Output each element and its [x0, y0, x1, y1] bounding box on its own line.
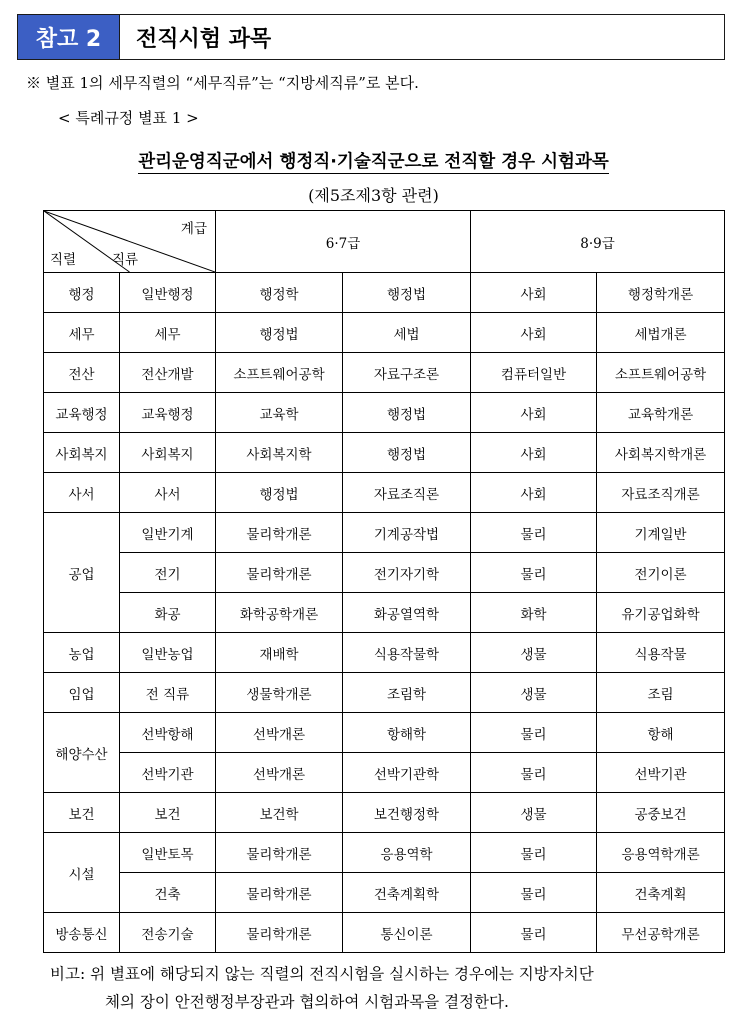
rank-cell: 행정: [44, 273, 120, 313]
subject-cell: 기계일반: [597, 513, 725, 553]
subject-cell: 사회복지학개론: [597, 433, 725, 473]
table-row: [44, 513, 725, 553]
subject-cell: 행정법: [343, 393, 471, 433]
series-cell: 보건: [120, 793, 216, 833]
table-title: [0, 148, 747, 173]
series-cell: 전 직류: [120, 673, 216, 713]
table-title-text: 관리운영직군에서 행정직·기술직군으로 전직할 경우 시험과목: [138, 152, 609, 172]
subject-cell: 생물: [471, 673, 597, 713]
subject-cell: 공중보건: [597, 793, 725, 833]
subject-cell: 항해학: [343, 713, 471, 753]
subject-cell: 사회: [471, 273, 597, 313]
subject-cell: 행정법: [216, 473, 343, 513]
subject-cell: 전기자기학: [343, 553, 471, 593]
section-header: [17, 14, 725, 60]
table-row: [44, 673, 725, 713]
subject-cell: 교육학: [216, 393, 343, 433]
subject-cell: 물리학개론: [216, 833, 343, 873]
subject-cell: 전기이론: [597, 553, 725, 593]
table-row: [44, 833, 725, 873]
subject-cell: 생물: [471, 633, 597, 673]
subject-cell: 사회: [471, 393, 597, 433]
table-header-row: [44, 211, 725, 273]
subject-cell: 선박기관학: [343, 753, 471, 793]
series-cell: 일반기계: [120, 513, 216, 553]
table-row: [44, 433, 725, 473]
series-cell: 화공: [120, 593, 216, 633]
subject-cell: 자료구조론: [343, 353, 471, 393]
subject-cell: 물리: [471, 913, 597, 953]
rank-cell: 보건: [44, 793, 120, 833]
subject-cell: 행정법: [343, 273, 471, 313]
subject-cell: 생물학개론: [216, 673, 343, 713]
series-cell: 사회복지: [120, 433, 216, 473]
subject-cell: 물리: [471, 513, 597, 553]
table-row: [44, 913, 725, 953]
exam-subject-table: [43, 210, 725, 953]
table-row: [44, 633, 725, 673]
series-cell: 일반행정: [120, 273, 216, 313]
subject-cell: 소프트웨어공학: [216, 353, 343, 393]
grade-header-67: 6·7급: [216, 211, 471, 273]
rank-cell: 세무: [44, 313, 120, 353]
rank-cell: 공업: [44, 513, 120, 633]
subject-cell: 물리: [471, 713, 597, 753]
series-cell: 교육행정: [120, 393, 216, 433]
subject-cell: 물리학개론: [216, 873, 343, 913]
subject-cell: 식용작물학: [343, 633, 471, 673]
series-cell: 전송기술: [120, 913, 216, 953]
subject-cell: 물리: [471, 753, 597, 793]
series-cell: 선박항해: [120, 713, 216, 753]
subject-cell: 세법: [343, 313, 471, 353]
series-cell: 선박기관: [120, 753, 216, 793]
subject-cell: 세법개론: [597, 313, 725, 353]
subject-cell: 물리학개론: [216, 553, 343, 593]
section-badge: 참고 2: [18, 15, 120, 59]
subject-cell: 자료조직개론: [597, 473, 725, 513]
table-row: [44, 753, 725, 793]
rank-cell: 농업: [44, 633, 120, 673]
series-cell: 일반토목: [120, 833, 216, 873]
table-row: [44, 313, 725, 353]
series-cell: 사서: [120, 473, 216, 513]
subject-cell: 사회: [471, 313, 597, 353]
subject-cell: 물리: [471, 833, 597, 873]
subject-cell: 선박개론: [216, 753, 343, 793]
subject-cell: 항해: [597, 713, 725, 753]
subject-cell: 화학공학개론: [216, 593, 343, 633]
rule-reference: < 특례규정 별표 1 >: [58, 109, 199, 127]
grade-header-89: 8·9급: [471, 211, 725, 273]
corner-grade-label: 계급: [180, 221, 207, 237]
rank-cell: 임업: [44, 673, 120, 713]
footnote-line-1: 비고: 위 별표에 해당되지 않는 직렬의 전직시험을 실시하는 경우에는 지방자치단: [50, 965, 594, 983]
table-row: [44, 793, 725, 833]
series-cell: 전기: [120, 553, 216, 593]
subject-cell: 건축계획: [597, 873, 725, 913]
subject-cell: 컴퓨터일반: [471, 353, 597, 393]
section-title: 전직시험 과목: [136, 26, 272, 52]
subject-cell: 행정학: [216, 273, 343, 313]
subject-cell: 건축계획학: [343, 873, 471, 913]
footnote: [50, 960, 740, 1016]
rank-cell: 사서: [44, 473, 120, 513]
subject-cell: 물리: [471, 553, 597, 593]
table-row: [44, 873, 725, 913]
subject-cell: 소프트웨어공학: [597, 353, 725, 393]
table-row: [44, 553, 725, 593]
table-row: [44, 273, 725, 313]
subject-cell: 물리: [471, 873, 597, 913]
series-cell: 건축: [120, 873, 216, 913]
corner-rank-label: 직렬: [50, 252, 77, 268]
series-cell: 세무: [120, 313, 216, 353]
footnote-line-2: 체의 장이 안전행정부장관과 협의하여 시험과목을 결정한다.: [105, 993, 509, 1011]
corner-series-label: 직류: [112, 252, 139, 268]
table-row: [44, 473, 725, 513]
subject-cell: 행정법: [216, 313, 343, 353]
subject-cell: 사회복지학: [216, 433, 343, 473]
subject-cell: 보건행정학: [343, 793, 471, 833]
subject-cell: 응용역학: [343, 833, 471, 873]
rank-cell: 교육행정: [44, 393, 120, 433]
subject-cell: 보건학: [216, 793, 343, 833]
diagonal-header-cell: [44, 211, 216, 273]
subject-cell: 선박개론: [216, 713, 343, 753]
subject-cell: 화공열역학: [343, 593, 471, 633]
rank-cell: 전산: [44, 353, 120, 393]
subject-cell: 행정법: [343, 433, 471, 473]
subject-cell: 무선공학개론: [597, 913, 725, 953]
table-row: [44, 393, 725, 433]
rank-cell: 사회복지: [44, 433, 120, 473]
subject-cell: 생물: [471, 793, 597, 833]
subject-cell: 사회: [471, 473, 597, 513]
subject-cell: 행정학개론: [597, 273, 725, 313]
subject-cell: 선박기관: [597, 753, 725, 793]
subject-cell: 통신이론: [343, 913, 471, 953]
subject-cell: 물리학개론: [216, 513, 343, 553]
subject-cell: 자료조직론: [343, 473, 471, 513]
subject-cell: 식용작물: [597, 633, 725, 673]
rank-cell: 방송통신: [44, 913, 120, 953]
subject-cell: 응용역학개론: [597, 833, 725, 873]
subject-cell: 물리학개론: [216, 913, 343, 953]
note-text: ※ 별표 1의 세무직렬의 “세무직류”는 “지방세직류”로 본다.: [26, 74, 419, 92]
table-row: [44, 593, 725, 633]
table-row: [44, 713, 725, 753]
series-cell: 전산개발: [120, 353, 216, 393]
subject-cell: 유기공업화학: [597, 593, 725, 633]
series-cell: 일반농업: [120, 633, 216, 673]
subject-cell: 기계공작법: [343, 513, 471, 553]
subject-cell: 조림학: [343, 673, 471, 713]
subject-cell: 화학: [471, 593, 597, 633]
subject-cell: 교육학개론: [597, 393, 725, 433]
rank-cell: 시설: [44, 833, 120, 913]
table-subtitle: (제5조제3항 관련): [308, 186, 439, 205]
subject-cell: 조림: [597, 673, 725, 713]
table-row: [44, 353, 725, 393]
rank-cell: 해양수산: [44, 713, 120, 793]
subject-cell: 사회: [471, 433, 597, 473]
subject-cell: 재배학: [216, 633, 343, 673]
